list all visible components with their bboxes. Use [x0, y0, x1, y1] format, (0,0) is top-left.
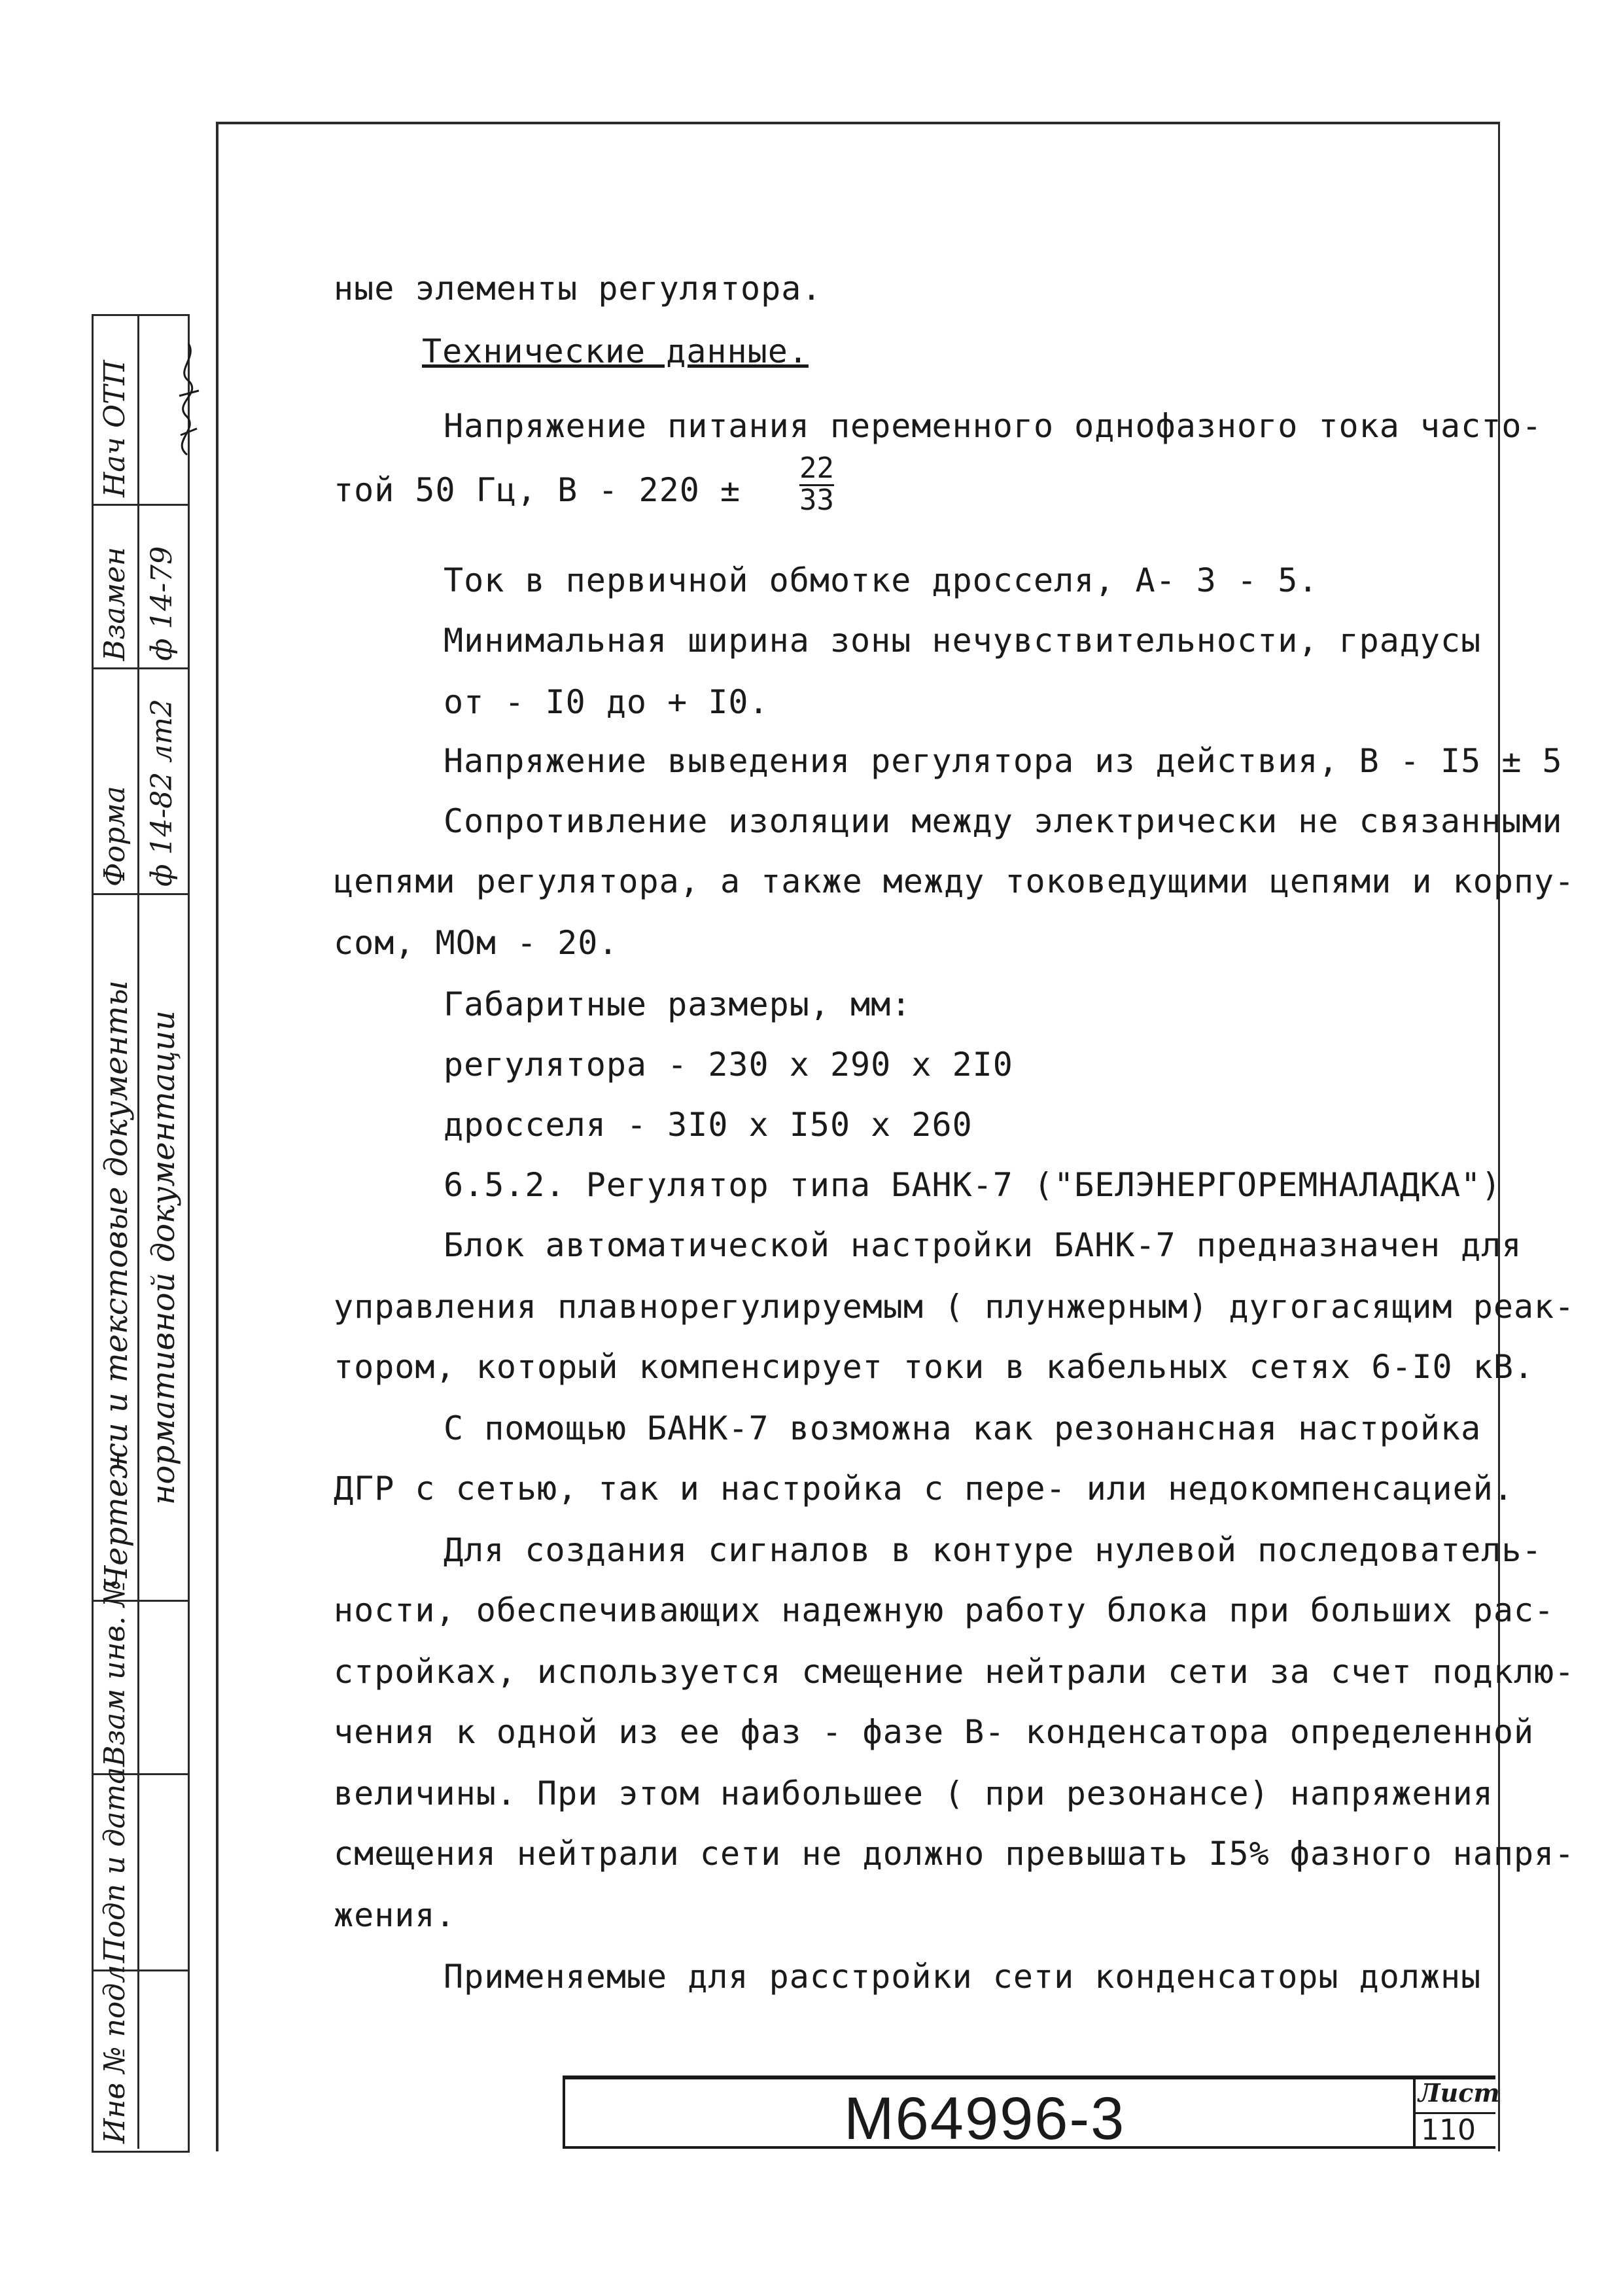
side-stamp-vzam-inv: Взам инв. №	[98, 1580, 131, 1767]
text-line: стройках, используется смещение нейтрали сети за счет подклю-	[334, 1653, 1575, 1691]
text-line: цепями регулятора, а также между токоведущими цепями и корпу-	[334, 862, 1575, 900]
fraction-top: 22	[799, 451, 834, 485]
side-stamp-forma-value: ф 14-82 лт2	[145, 699, 179, 887]
side-stamp-podp-data: Подп и дата	[98, 1767, 131, 1963]
side-stamp-row-divider	[92, 667, 188, 669]
text-line: Напряжение выведения регулятора из действия, В - I5 ± 5	[444, 742, 1563, 780]
text-line: чения к одной из ее фаз - фазе В- конденсатора определенной	[334, 1713, 1535, 1751]
text-line: ности, обеспечивающих надежную работу блока при больших рас-	[334, 1591, 1555, 1629]
side-stamp-row-divider	[92, 504, 188, 506]
text-line: той 50 Гц, В - 220 ±	[334, 471, 741, 509]
text-line: Применяемые для расстройки сети конденсаторы должны	[444, 1958, 1482, 1996]
document-code: М64996-3	[844, 2085, 1126, 2152]
text-line: сом, МОм - 20.	[334, 924, 619, 962]
side-stamp-row-divider	[92, 893, 188, 895]
text-line: Для создания сигналов в контуре нулевой последователь-	[444, 1531, 1543, 1569]
text-line: смещения нейтрали сети не должно превышать I5% фазного напря-	[334, 1835, 1575, 1873]
text-line: тором, который компенсирует токи в кабельных сетях 6-I0 кВ.	[334, 1348, 1535, 1386]
sheet-number: 110	[1421, 2113, 1476, 2147]
section-heading: Технические данные.	[422, 332, 809, 370]
side-stamp-vzamen: Взамен	[98, 546, 131, 661]
text-line: от - I0 до + I0.	[444, 683, 769, 721]
text-line: Сопротивление изоляции между электрически не связанными	[444, 802, 1563, 840]
side-stamp-forma: Форма	[98, 786, 131, 887]
side-stamp-inv-podl: Инв № подл	[98, 1964, 131, 2144]
text-line: Ток в первичной обмотке дросселя, А- 3 - 5.	[444, 561, 1319, 599]
title-block-top-rule	[563, 2075, 1495, 2079]
tolerance-fraction	[799, 451, 834, 517]
side-stamp-nach-otp: Нач ОТП	[98, 360, 131, 497]
text-line: жения.	[334, 1896, 456, 1934]
text-line: ДГР с сетью, так и настройка с пере- или недокомпенсацией.	[334, 1470, 1514, 1508]
side-stamp-drawings: Чертежи и текстовые документы	[98, 980, 135, 1590]
side-stamp-column-divider	[137, 314, 139, 2149]
text-line: Блок автоматической настройки БАНК-7 предназначен для	[444, 1226, 1522, 1264]
subsection-heading: 6.5.2. Регулятор типа БАНК-7 ("БЕЛЭНЕРГОРЕМНАЛАДКА")	[444, 1166, 1502, 1204]
side-stamp-vzamen-value: ф 14-79	[145, 546, 179, 661]
signature	[167, 330, 207, 461]
text-line: регулятора - 230 х 290 х 2I0	[444, 1046, 1013, 1084]
text-line: ные элементы регулятора.	[334, 270, 822, 308]
sheet-label: Лист	[1418, 2078, 1500, 2108]
text-line: С помощью БАНК-7 возможна как резонансная настройка	[444, 1409, 1482, 1447]
title-block-left-rule	[563, 2075, 565, 2149]
text-line: Минимальная ширина зоны нечувствительности, градусы	[444, 622, 1482, 660]
text-line: Габаритные размеры, мм:	[444, 985, 912, 1023]
text-line: величины. При этом наибольшее ( при резонансе) напряжения	[334, 1775, 1493, 1812]
text-line: управления плавнорегулируемым ( плунжерным) дугогасящим реак-	[334, 1288, 1575, 1326]
side-stamp-normative: нормативной документации	[145, 1010, 182, 1505]
text-line: дросселя - 3I0 х I50 х 260	[444, 1106, 973, 1144]
fraction-bottom: 33	[799, 484, 834, 517]
text-line: Напряжение питания переменного однофазного тока часто-	[444, 407, 1543, 445]
